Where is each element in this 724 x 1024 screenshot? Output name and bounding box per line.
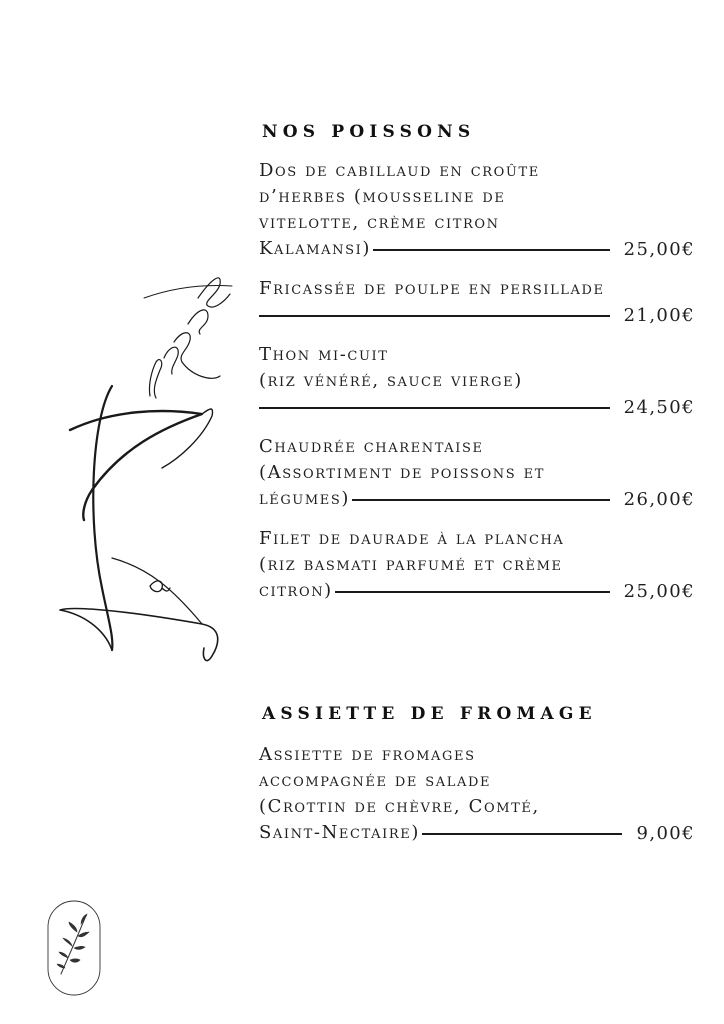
item-price: 9,00€ [636, 822, 695, 844]
item-line: Thon mi-cuit [259, 344, 389, 365]
price-leader [422, 833, 623, 835]
item-line: (Crottin de chèvre, Comté, [259, 796, 540, 817]
item-price: 26,00€ [623, 488, 695, 510]
item-line: accompagnée de salade [259, 770, 492, 791]
price-leader [259, 407, 610, 409]
section-title-fromage: ASSIETTE DE FROMAGE [262, 704, 597, 724]
item-line: d’herbes (mousseline de [259, 186, 506, 207]
item-line-tail: Saint-Nectaire) [259, 822, 420, 843]
item-line-tail: légumes) [259, 488, 350, 509]
leaf-badge-icon [47, 900, 101, 996]
menu-item [259, 526, 695, 604]
price-leader [335, 591, 610, 593]
price-leader [259, 315, 610, 317]
item-line: (Assortiment de poissons et [259, 462, 545, 483]
item-price: 21,00€ [623, 304, 695, 326]
la-virgule-logo [52, 258, 242, 678]
item-price: 25,00€ [623, 238, 695, 260]
item-line: Assiette de fromages [259, 744, 476, 765]
menu-item [259, 276, 695, 328]
item-price: 25,00€ [623, 580, 695, 602]
menu-item [259, 342, 695, 420]
item-line: Chaudrée charentaise [259, 436, 484, 457]
price-row [259, 236, 695, 262]
item-line: (riz vénéré, sauce vierge) [259, 370, 523, 391]
item-line: Dos de cabillaud en croûte [259, 160, 540, 181]
section-title-poissons: NOS POISSONS [262, 122, 476, 142]
item-line: (riz basmati parfumé et crème [259, 554, 563, 575]
item-price: 24,50€ [623, 396, 695, 418]
price-leader [352, 499, 610, 501]
price-row [259, 486, 695, 512]
menu-item [259, 742, 695, 846]
menu-poissons [259, 158, 695, 604]
menu-item [259, 158, 695, 262]
item-line: Fricassée de poulpe en persillade [259, 278, 605, 299]
price-row [259, 302, 695, 328]
item-line-tail: citron) [259, 580, 333, 601]
menu-item [259, 434, 695, 512]
price-row [259, 394, 695, 420]
menu-fromage [259, 742, 695, 846]
item-line: vitelotte, crème citron [259, 212, 500, 233]
item-line-tail: Kalamansi) [259, 238, 371, 259]
item-line: Filet de daurade à la plancha [259, 528, 565, 549]
price-row [259, 578, 695, 604]
price-row [259, 820, 695, 846]
price-leader [373, 249, 610, 251]
